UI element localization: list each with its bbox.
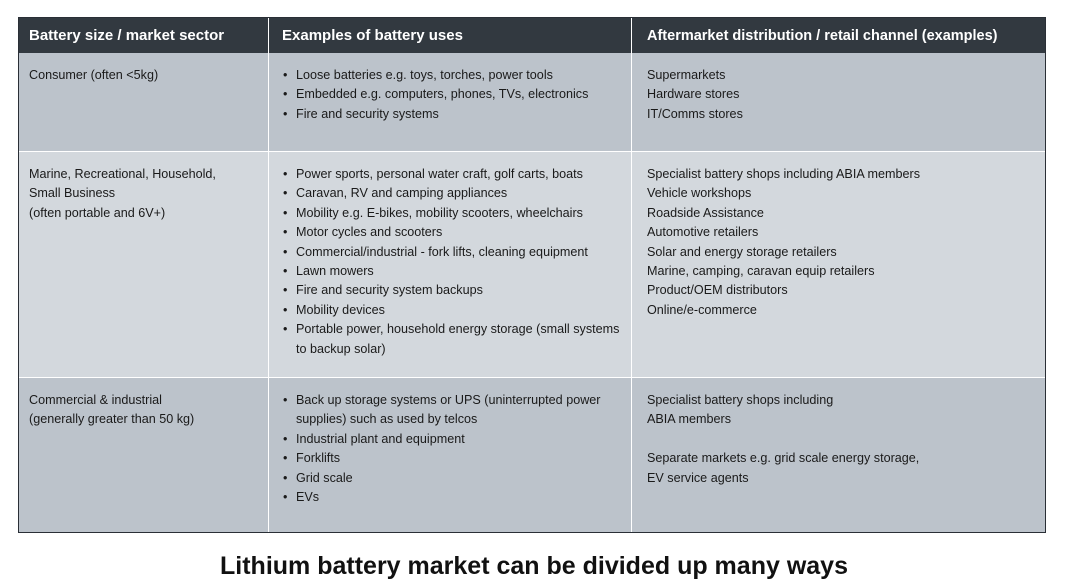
channel-item: Supermarkets <box>647 68 726 82</box>
channel-item: Product/OEM distributors <box>647 283 788 298</box>
list-item: • Grid scale <box>283 470 353 485</box>
row-commercial-channels <box>631 377 1045 532</box>
figure-caption: Lithium battery market can be divided up many ways <box>220 552 848 580</box>
channel-item: Hardware stores <box>647 87 740 102</box>
sector-line: Commercial & industrial <box>29 393 162 407</box>
sector-line: Consumer (often <5kg) <box>29 68 159 82</box>
list-item: • Fire and security system backups <box>283 283 483 298</box>
channel-item: Separate markets e.g. grid scale energy storage, <box>647 451 920 466</box>
channel-item: Specialist battery shops including ABIA members <box>647 167 921 181</box>
list-item: • Lawn mowers <box>283 264 374 279</box>
list-item: • EVs <box>283 490 320 505</box>
channel-item: IT/Comms stores <box>647 106 743 121</box>
channel-item: Roadside Assistance <box>647 205 764 220</box>
channel-item: ABIA members <box>647 412 731 427</box>
list-item: • Loose batteries e.g. toys, torches, power tools <box>283 68 553 82</box>
list-item: • Mobility e.g. E-bikes, mobility scooters, wheelchairs <box>283 205 583 220</box>
channel-item: Online/e-commerce <box>647 302 757 317</box>
channel-item: Solar and energy storage retailers <box>647 244 837 259</box>
list-item: • Fire and security systems <box>283 106 439 121</box>
uses-list <box>283 66 621 124</box>
header-sector: Battery size / market sector <box>19 18 268 53</box>
sector-line: (generally greater than 50 kg) <box>29 412 195 427</box>
row-marine-channels <box>631 151 1045 377</box>
header-uses: Examples of battery uses <box>268 18 631 53</box>
list-item: • Industrial plant and equipment <box>283 431 465 446</box>
row-consumer-channels <box>631 53 1045 151</box>
sector-line: (often portable and 6V+) <box>29 205 166 220</box>
channel-item: Automotive retailers <box>647 225 759 240</box>
uses-list <box>283 391 621 507</box>
header-channels: Aftermarket distribution / retail channel (examples) <box>631 18 1045 53</box>
uses-list <box>283 165 621 359</box>
row-consumer-uses <box>268 53 631 151</box>
list-item: • Portable power, household energy storage (small systems to backup solar) <box>283 322 620 356</box>
list-item: • Back up storage systems or UPS (uninterrupted power supplies) such as used by telcos <box>283 393 601 427</box>
list-item: • Commercial/industrial - fork lifts, cleaning equipment <box>283 244 588 259</box>
channel-item: Specialist battery shops including <box>647 393 834 407</box>
channel-item: Marine, camping, caravan equip retailers <box>647 264 875 279</box>
row-consumer-sector <box>19 53 268 151</box>
channel-item: Vehicle workshops <box>647 186 752 201</box>
list-item: • Embedded e.g. computers, phones, TVs, electronics <box>283 87 589 102</box>
sector-line: Small Business <box>29 186 116 201</box>
row-marine-sector <box>19 151 268 377</box>
channel-spacer <box>647 430 1035 449</box>
list-item: • Motor cycles and scooters <box>283 225 443 240</box>
sector-line: Marine, Recreational, Household, <box>29 167 216 181</box>
row-marine-uses <box>268 151 631 377</box>
list-item: • Caravan, RV and camping appliances <box>283 186 508 201</box>
row-commercial-uses <box>268 377 631 532</box>
list-item: • Mobility devices <box>283 302 385 317</box>
battery-market-table <box>18 17 1046 533</box>
channel-item: EV service agents <box>647 470 749 485</box>
list-item: • Forklifts <box>283 451 341 466</box>
list-item: • Power sports, personal water craft, golf carts, boats <box>283 167 583 181</box>
row-commercial-sector <box>19 377 268 532</box>
